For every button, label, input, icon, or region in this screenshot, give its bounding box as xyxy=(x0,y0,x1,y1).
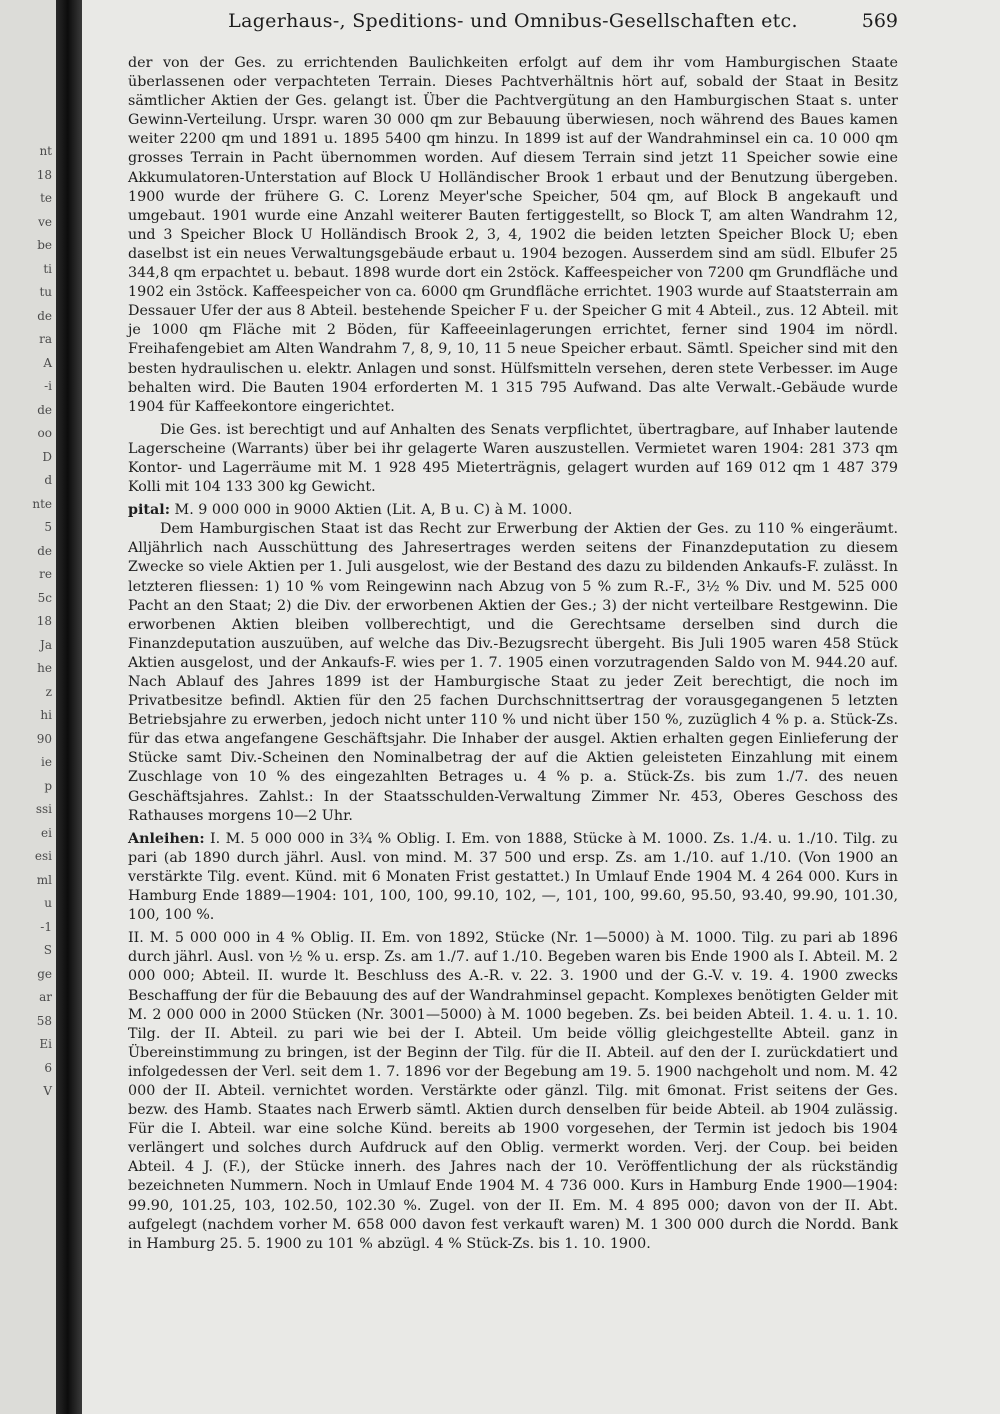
margin-fragment: 5 xyxy=(44,520,52,534)
body-text xyxy=(128,54,898,1254)
book-spine-shadow xyxy=(56,0,82,1414)
paragraph-loan-two xyxy=(128,929,898,1254)
margin-fragment: ve xyxy=(38,214,52,229)
paragraph-text: der von der Ges. zu errichtenden Baulichkeiten erfolgt auf dem ihr vom Hamburgischen Staate überlassenen oder verpachteten Terrain. Dieses Pachtverhältnis hört auf, sobald der Staat in Besitz sämtlicher Aktien der Ges. gelangt ist. Über die Pachtvergütung an den Hamburgischen Staat s. unter Gewinn-Verteilung. Urspr. waren 30 000 qm zur Bebauung überwiesen, noch während des Baues kamen weiter 2200 qm und 1891 u. 1895 5400 qm hinzu. In 1899 ist auf der Wandrahminsel ein ca. 10 000 qm grosses Terrain in Pacht übernommen worden. Auf diesem Terrain sind jetzt 11 Speicher sowie eine Akkumulatoren-Unterstation auf Block U Holländischer Brook 1 erbaut und der Benutzung übergeben. 1900 wurde der frühere G. C. Lorenz Meyer'sche Speicher, 504 qm, auf Block B angekauft und umgebaut. 1901 wurde eine Anzahl weiterer Bauten fertiggestellt, so Block T, am alten Wandrahm 12, und 3 Speicher Block U Holländisch Brook 2, 3, 4, 1902 die beiden letzten Speicher Block U; eben daselbst ist ein neues Verwaltungsgebäude erbaut u. 1904 bezogen. Ausserdem sind am südl. Elbufer 25 344,8 qm erpachtet u. bebaut. 1898 wurde dort ein 2stöck. Kaffeespeicher von 7200 qm Grundfläche und 1902 ein 3stöck. Kaffeespeicher von ca. 6000 qm Grundfläche errichtet. 1903 wurde auf Staatsterrain am Dessauer Ufer der aus 8 Abteil. bestehende Speicher F u. der Speicher G mit 4 Abteil., zus. 12 Abteil. mit je 1000 qm Fläche mit 2 Böden, für Kaffeeeinlagerungen errichtet, ferner sind 1904 im nördl. Freihafengebiet am Alten Wandrahm 7, 8, 9, 10, 11 5 neue Speicher erbaut. Sämtl. Speicher sind mit den besten hydraulischen u. elektr. Anlagen und sonst. Hülfsmitteln versehen, deren stete Verbesser. im Auge behalten wird. Die Bauten 1904 erforderten M. 1 315 795 Aufwand. Das alte Verwalt.-Gebäude wurde 1904 für Kaffeekontore eingerichtet. xyxy=(128,55,898,415)
paragraph-capital xyxy=(128,501,898,520)
margin-fragment: z xyxy=(45,684,52,699)
margin-fragment: ml xyxy=(36,872,52,887)
margin-fragment: 58 xyxy=(36,1013,52,1028)
paragraph-warrants xyxy=(128,421,898,497)
margin-fragment: p xyxy=(44,778,52,793)
margin-fragment: re xyxy=(39,567,52,581)
paragraph-state-purchase xyxy=(128,520,898,826)
paragraph-text: M. 9 000 000 in 9000 Aktien (Lit. A, B u. C) à M. 1000. xyxy=(170,502,573,519)
margin-fragment: D xyxy=(42,449,52,464)
margin-fragment: te xyxy=(40,191,52,205)
margin-fragment: ra xyxy=(39,332,52,346)
margin-fragment: hi xyxy=(40,708,52,722)
paragraph-text: Die Ges. ist berechtigt und auf Anhalten des Senats verpflichtet, übertragbare, auf Inhaber lautende Lagerscheine (Warrants) über bei ihr gelagerte Waren auszustellen. Vermietet waren 1904: 281 373 qm Kontor- und Lagerräume mit M. 1 928 495 Mieterträgnis, gelagert wurden auf 169 012 qm 1 487 379 Kolli mit 104 133 300 kg Gewicht. xyxy=(128,421,898,496)
margin-fragment: oo xyxy=(37,426,52,440)
margin-fragment: ge xyxy=(37,966,52,981)
margin-fragment: 18 xyxy=(36,614,52,628)
margin-fragment: ei xyxy=(41,825,52,840)
paragraph-loan-one xyxy=(128,830,898,925)
paragraph-text: I. M. 5 000 000 in 3¾ % Oblig. I. Em. von 1888, Stücke à M. 1000. Zs. 1./4. u. 1./10. Tilg. zu pari (ab 1890 durch jährl. Ausl. von mind. M. 37 500 und ersp. Zs. am 1./10. auf 1./10. (Von 1900 an verstärkte Tilg. event. Künd. mit 6 Monaten Frist gestattet.) In Umlauf Ende 1904 M. 4 264 000. Kurs in Hamburg Ende 1889—1904: 101, 100, 100, 99.10, 102, —, 101, 100, 99.60, 95.50, 93.40, 99.90, 101.30, 100, 100 %. xyxy=(128,830,898,924)
margin-fragment: Ja xyxy=(40,637,52,652)
margin-fragment: V xyxy=(43,1084,52,1098)
margin-fragment: de xyxy=(37,402,52,417)
page-header xyxy=(128,10,898,38)
margin-fragment: nte xyxy=(32,496,52,511)
margin-fragment: be xyxy=(37,238,52,252)
paragraph-buildings xyxy=(128,54,898,417)
page-number: 569 xyxy=(861,10,898,32)
margin-fragment: ssi xyxy=(35,802,52,816)
margin-fragment: 6 xyxy=(44,1060,52,1075)
margin-fragment: nt xyxy=(39,144,52,158)
running-head: Lagerhaus-, Speditions- und Omnibus-Gesellschaften etc. xyxy=(228,10,798,32)
margin-fragment: de xyxy=(37,308,52,323)
margin-fragment: 18 xyxy=(36,167,52,182)
margin-fragment: ar xyxy=(39,990,52,1004)
page xyxy=(128,0,898,1414)
margin-fragment: ie xyxy=(41,755,52,769)
margin-fragment: S xyxy=(43,943,52,957)
margin-fragment: de xyxy=(37,543,52,558)
margin-fragment: 5c xyxy=(37,590,52,605)
previous-page-margin xyxy=(0,0,56,1414)
section-label: Anleihen: xyxy=(128,830,205,847)
margin-fragment: d xyxy=(44,473,52,487)
margin-fragment: esi xyxy=(34,849,52,863)
margin-fragment: ti xyxy=(43,261,52,276)
margin-fragment: Ei xyxy=(39,1037,52,1051)
margin-fragment: 90 xyxy=(36,731,52,746)
margin-fragment: -1 xyxy=(40,919,52,934)
margin-fragment: A xyxy=(43,355,52,370)
section-label: pital: xyxy=(128,502,171,519)
margin-fragment: he xyxy=(37,661,52,675)
margin-fragment: u xyxy=(44,896,52,910)
margin-fragment: -i xyxy=(44,379,52,393)
margin-fragment: tu xyxy=(39,285,52,299)
paragraph-text: II. M. 5 000 000 in 4 % Oblig. II. Em. von 1892, Stücke (Nr. 1—5000) à M. 1000. Tilg. zu pari ab 1896 durch jährl. Ausl. von ½ % u. ersp. Zs. am 1./7. auf 1./10. Begeben waren bis Ende 1900 als I. Abteil. M. 2 000 000; Abteil. II. wurde lt. Beschluss des A.-R. v. 22. 3. 1900 und der G.-V. v. 19. 4. 1900 zwecks Beschaffung der für die Bebauung des auf der Wandrahminsel gepacht. Komplexes benötigten Gelder mit M. 2 000 000 in 2000 Stücken (Nr. 3001—5000) à M. 1000 begeben. Zs. bei beiden Abteil. 1. 4. u. 1. 10. Tilg. der II. Abteil. zu pari wie bei der I. Abteil. Um beide völlig gleichgestellte Abteil. ganz in Übereinstimmung zu bringen, ist der Beginn der Tilg. für die II. Abteil. auf den der I. zurückdatiert und infolgedessen der Verl. seit dem 1. 7. 1896 vor der Begebung am 19. 5. 1900 nachgeholt und nom. M. 42 000 der II. Abteil. vernichtet worden. Verstärkte oder gänzl. Tilg. mit 6monat. Frist seitens der Ges. bezw. des Hamb. Staates nach Erwerb sämtl. Aktien durch denselben für beide Abteil. ab 1904 zulässig. Für die I. Abteil. war eine solche Künd. bereits ab 1900 vorgesehen, der Termin ist jedoch bis 1904 verlängert und solches durch Aufdruck auf den Oblig. vermerkt worden. Verj. der Coup. bei beiden Abteil. 4 J. (F.), der Stücke innerh. des Jahres nach der 10. Veröffentlichung der als rückständig bezeichneten Nummern. Noch in Umlauf Ende 1904 M. 4 736 000. Kurs in Hamburg Ende 1900—1904: 99.90, 101.25, 103, 102.50, 102.30 %. Zugel. von der II. Em. M. 4 895 000; davon von der II. Abt. aufgelegt (nachdem vorher M. 658 000 davon fest verkauft waren) M. 1 300 000 durch die Nordd. Bank in Hamburg 25. 5. 1900 zu 101 % abzügl. 4 % Stück-Zs. bis 1. 10. 1900. xyxy=(128,930,898,1252)
paragraph-text: Dem Hamburgischen Staat ist das Recht zur Erwerbung der Aktien der Ges. zu 110 % eingeräumt. Alljährlich nach Ausschüttung des Jahresertrages werden seitens der Finanzdeputation zu diesem Zwecke so viele Aktien per 1. Juli ausgelost, wie der Bestand des dazu zu bildenden Ankaufs-F. zulässt. In letzteren fliessen: 1) 10 % vom Reingewinn nach Abzug von 5 % zum R.-F., 3½ % Div. und M. 525 000 Pacht an den Staat; 2) die Div. der erworbenen Aktien der Ges.; 3) der nicht verteilbare Restgewinn. Die erworbenen Aktien bleiben vollberechtigt, und die Gerechtsame derselben sind durch die Finanzdeputation auszuüben, auf welche das Div.-Bezugsrecht übergeht. Bis Juli 1905 waren 458 Stück Aktien ausgelost, und der Ankaufs-F. wies per 1. 7. 1905 einen vorzutragenden Saldo von M. 944.20 auf. Nach Ablauf des Jahres 1899 ist der Hamburgische Staat zu jeder Zeit berechtigt, die noch im Privatbesitze befindl. Aktien für den 25 fachen Durchschnittsertrag der vorausgegangenen 5 letzten Betriebsjahre zu erwerben, jedoch nicht unter 110 % und nicht über 150 %, zuzüglich 4 % p. a. Stück-Zs. für das etwa angefangene Geschäftsjahr. Die Inhaber der ausgel. Aktien erhalten gegen Einlieferung der Stücke samt Div.-Scheinen den Nominalbetrag der auf die Aktien geleisteten Einzahlung mit einem Zuschlage von 10 % des eingezahlten Betrages u. 4 % p. a. Stück-Zs. bis zum 1./7. des neuen Geschäftsjahres. Zahlst.: In der Staatsschulden-Verwaltung Zimmer Nr. 453, Oberes Geschoss des Rathauses morgens 10—2 Uhr. xyxy=(128,521,898,824)
